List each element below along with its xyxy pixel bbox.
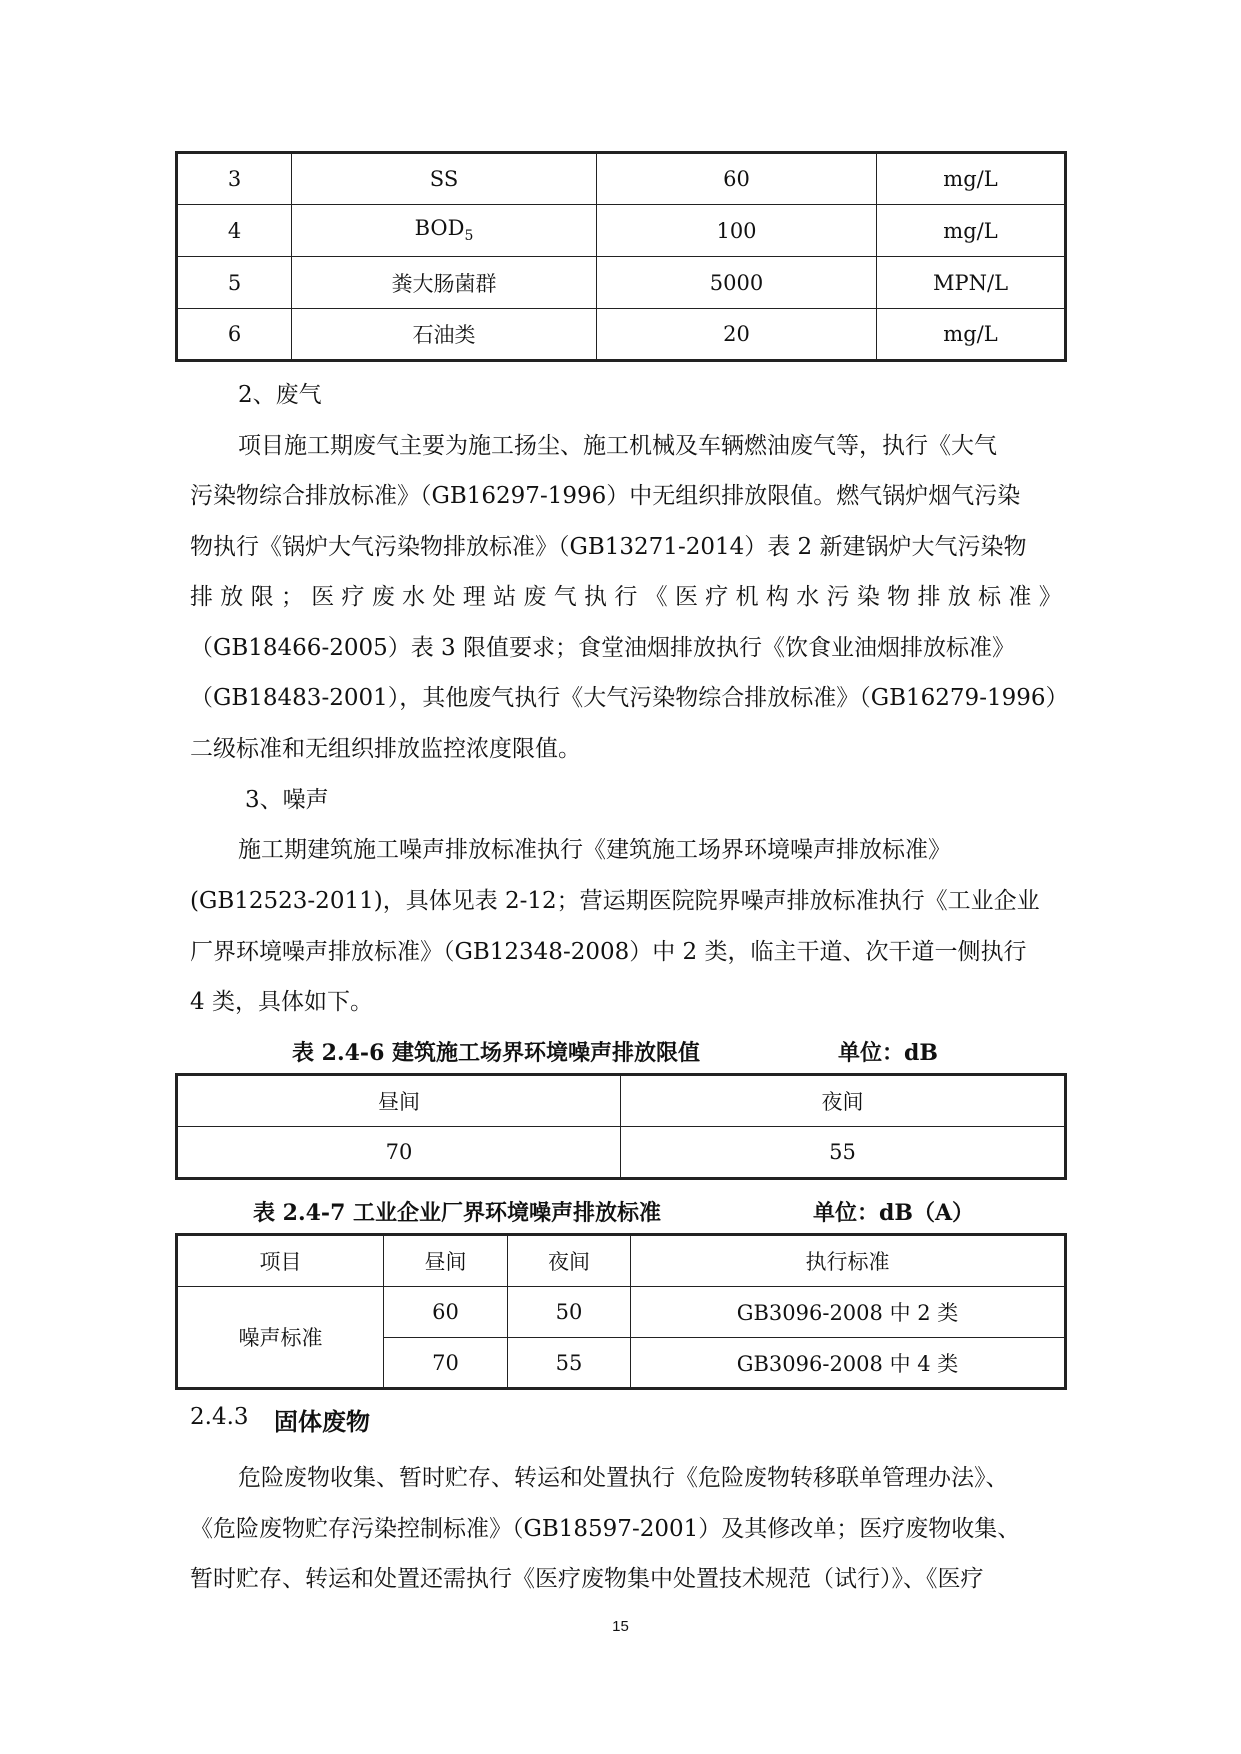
paragraph-line: 危险废物收集、暂时贮存、转运和处置执行《危险废物转移联单管理办法》、 bbox=[238, 1465, 1009, 1491]
table-cell: SS bbox=[292, 153, 597, 205]
paragraph-line: 4 类，具体如下。 bbox=[190, 989, 373, 1015]
paragraph-line: (GB12523-2011)，具体见表 2-12；营运期医院院界噪声排放标准执行《工业企业 bbox=[190, 888, 1040, 914]
paragraph-line: 项目施工期废气主要为施工扬尘、施工机械及车辆燃油废气等，执行《大气 bbox=[238, 433, 997, 459]
paragraph-line: 二级标准和无组织排放监控浓度限值。 bbox=[190, 736, 581, 762]
subscript: 5 bbox=[464, 228, 474, 245]
paragraph-line: 《危险废物贮存污染控制标准》（GB18597-2001）及其修改单；医疗废物收集、 bbox=[190, 1516, 1021, 1542]
paragraph-line: （GB18483-2001），其他废气执行《大气污染物综合排放标准》（GB16279-1996） bbox=[190, 685, 1069, 711]
paragraph-line: （GB18466-2005）表 3 限值要求；食堂油烟排放执行《饮食业油烟排放标准》 bbox=[190, 635, 1016, 661]
table-cell: 100 bbox=[597, 205, 877, 257]
column-header: 夜间 bbox=[508, 1235, 631, 1287]
page-number: 15 bbox=[612, 1618, 629, 1635]
row-label: 噪声标准 bbox=[177, 1287, 384, 1389]
section-heading-exhaust: 2、废气 bbox=[238, 382, 322, 408]
table-cell: MPN/L bbox=[877, 257, 1066, 309]
table-cell: 55 bbox=[621, 1127, 1066, 1179]
table-cell: 70 bbox=[384, 1338, 508, 1389]
table-row bbox=[177, 205, 1066, 257]
table-cell: 5 bbox=[177, 257, 292, 309]
table-row bbox=[177, 153, 1066, 205]
column-header: 执行标准 bbox=[631, 1235, 1066, 1287]
paragraph-line: 暂时贮存、转运和处置还需执行《医疗废物集中处置技术规范（试行）》、《医疗 bbox=[190, 1566, 984, 1592]
section-title: 固体废物 bbox=[274, 1407, 370, 1436]
pollutant-limits-table bbox=[175, 151, 1067, 362]
table-cell: 粪大肠菌群 bbox=[292, 257, 597, 309]
table-cell: 5000 bbox=[597, 257, 877, 309]
paragraph-line: 排 放 限 ； 医 疗 废 水 处 理 站 废 气 执 行 《 医 疗 机 构 水 污 染 物 排 放 标 准 》 bbox=[190, 584, 1062, 610]
table-row bbox=[177, 1287, 1066, 1338]
table-246-unit: 单位：dB bbox=[838, 1040, 938, 1066]
table-row bbox=[177, 309, 1066, 361]
paragraph-line: 污染物综合排放标准》（GB16297-1996）中无组织排放限值。燃气锅炉烟气污染 bbox=[190, 483, 1021, 509]
industrial-noise-table bbox=[175, 1233, 1067, 1390]
table-247-unit: 单位：dB（A） bbox=[813, 1200, 975, 1226]
table-cell: 4 bbox=[177, 205, 292, 257]
column-header: 夜间 bbox=[621, 1075, 1066, 1127]
table-cell: mg/L bbox=[877, 153, 1066, 205]
table-cell: 20 bbox=[597, 309, 877, 361]
table-header-row bbox=[177, 1075, 1066, 1127]
table-header-row bbox=[177, 1235, 1066, 1287]
table-cell: 石油类 bbox=[292, 309, 597, 361]
table-row bbox=[177, 257, 1066, 309]
table-cell: 6 bbox=[177, 309, 292, 361]
table-row bbox=[177, 1127, 1066, 1179]
table-cell: mg/L bbox=[877, 205, 1066, 257]
column-header: 昼间 bbox=[384, 1235, 508, 1287]
table-cell: 60 bbox=[384, 1287, 508, 1338]
table-247-title: 表 2.4-7 工业企业厂界环境噪声排放标准 bbox=[253, 1200, 662, 1226]
table-246-title: 表 2.4-6 建筑施工场界环境噪声排放限值 bbox=[292, 1040, 701, 1066]
paragraph-line: 施工期建筑施工噪声排放标准执行《建筑施工场界环境噪声排放标准》 bbox=[238, 837, 951, 863]
paragraph-line: 厂界环境噪声排放标准》（GB12348-2008）中 2 类，临主干道、次干道一侧执行 bbox=[190, 939, 1027, 965]
construction-noise-table bbox=[175, 1073, 1067, 1180]
paragraph-line: 物执行《锅炉大气污染物排放标准》（GB13271-2014）表 2 新建锅炉大气污染物 bbox=[190, 534, 1027, 560]
table-cell: 3 bbox=[177, 153, 292, 205]
table-cell: $BOD_5$ bbox=[292, 205, 597, 257]
table-cell: GB3096-2008 中 2 类 bbox=[631, 1287, 1066, 1338]
section-number: 2.4.3 bbox=[190, 1404, 249, 1430]
column-header: 项目 bbox=[177, 1235, 384, 1287]
column-header: 昼间 bbox=[177, 1075, 621, 1127]
table-cell: 50 bbox=[508, 1287, 631, 1338]
table-cell: 70 bbox=[177, 1127, 621, 1179]
table-cell: mg/L bbox=[877, 309, 1066, 361]
table-cell: 55 bbox=[508, 1338, 631, 1389]
section-heading-noise: 3、噪声 bbox=[245, 787, 329, 813]
table-cell: 60 bbox=[597, 153, 877, 205]
table-cell: GB3096-2008 中 4 类 bbox=[631, 1338, 1066, 1389]
